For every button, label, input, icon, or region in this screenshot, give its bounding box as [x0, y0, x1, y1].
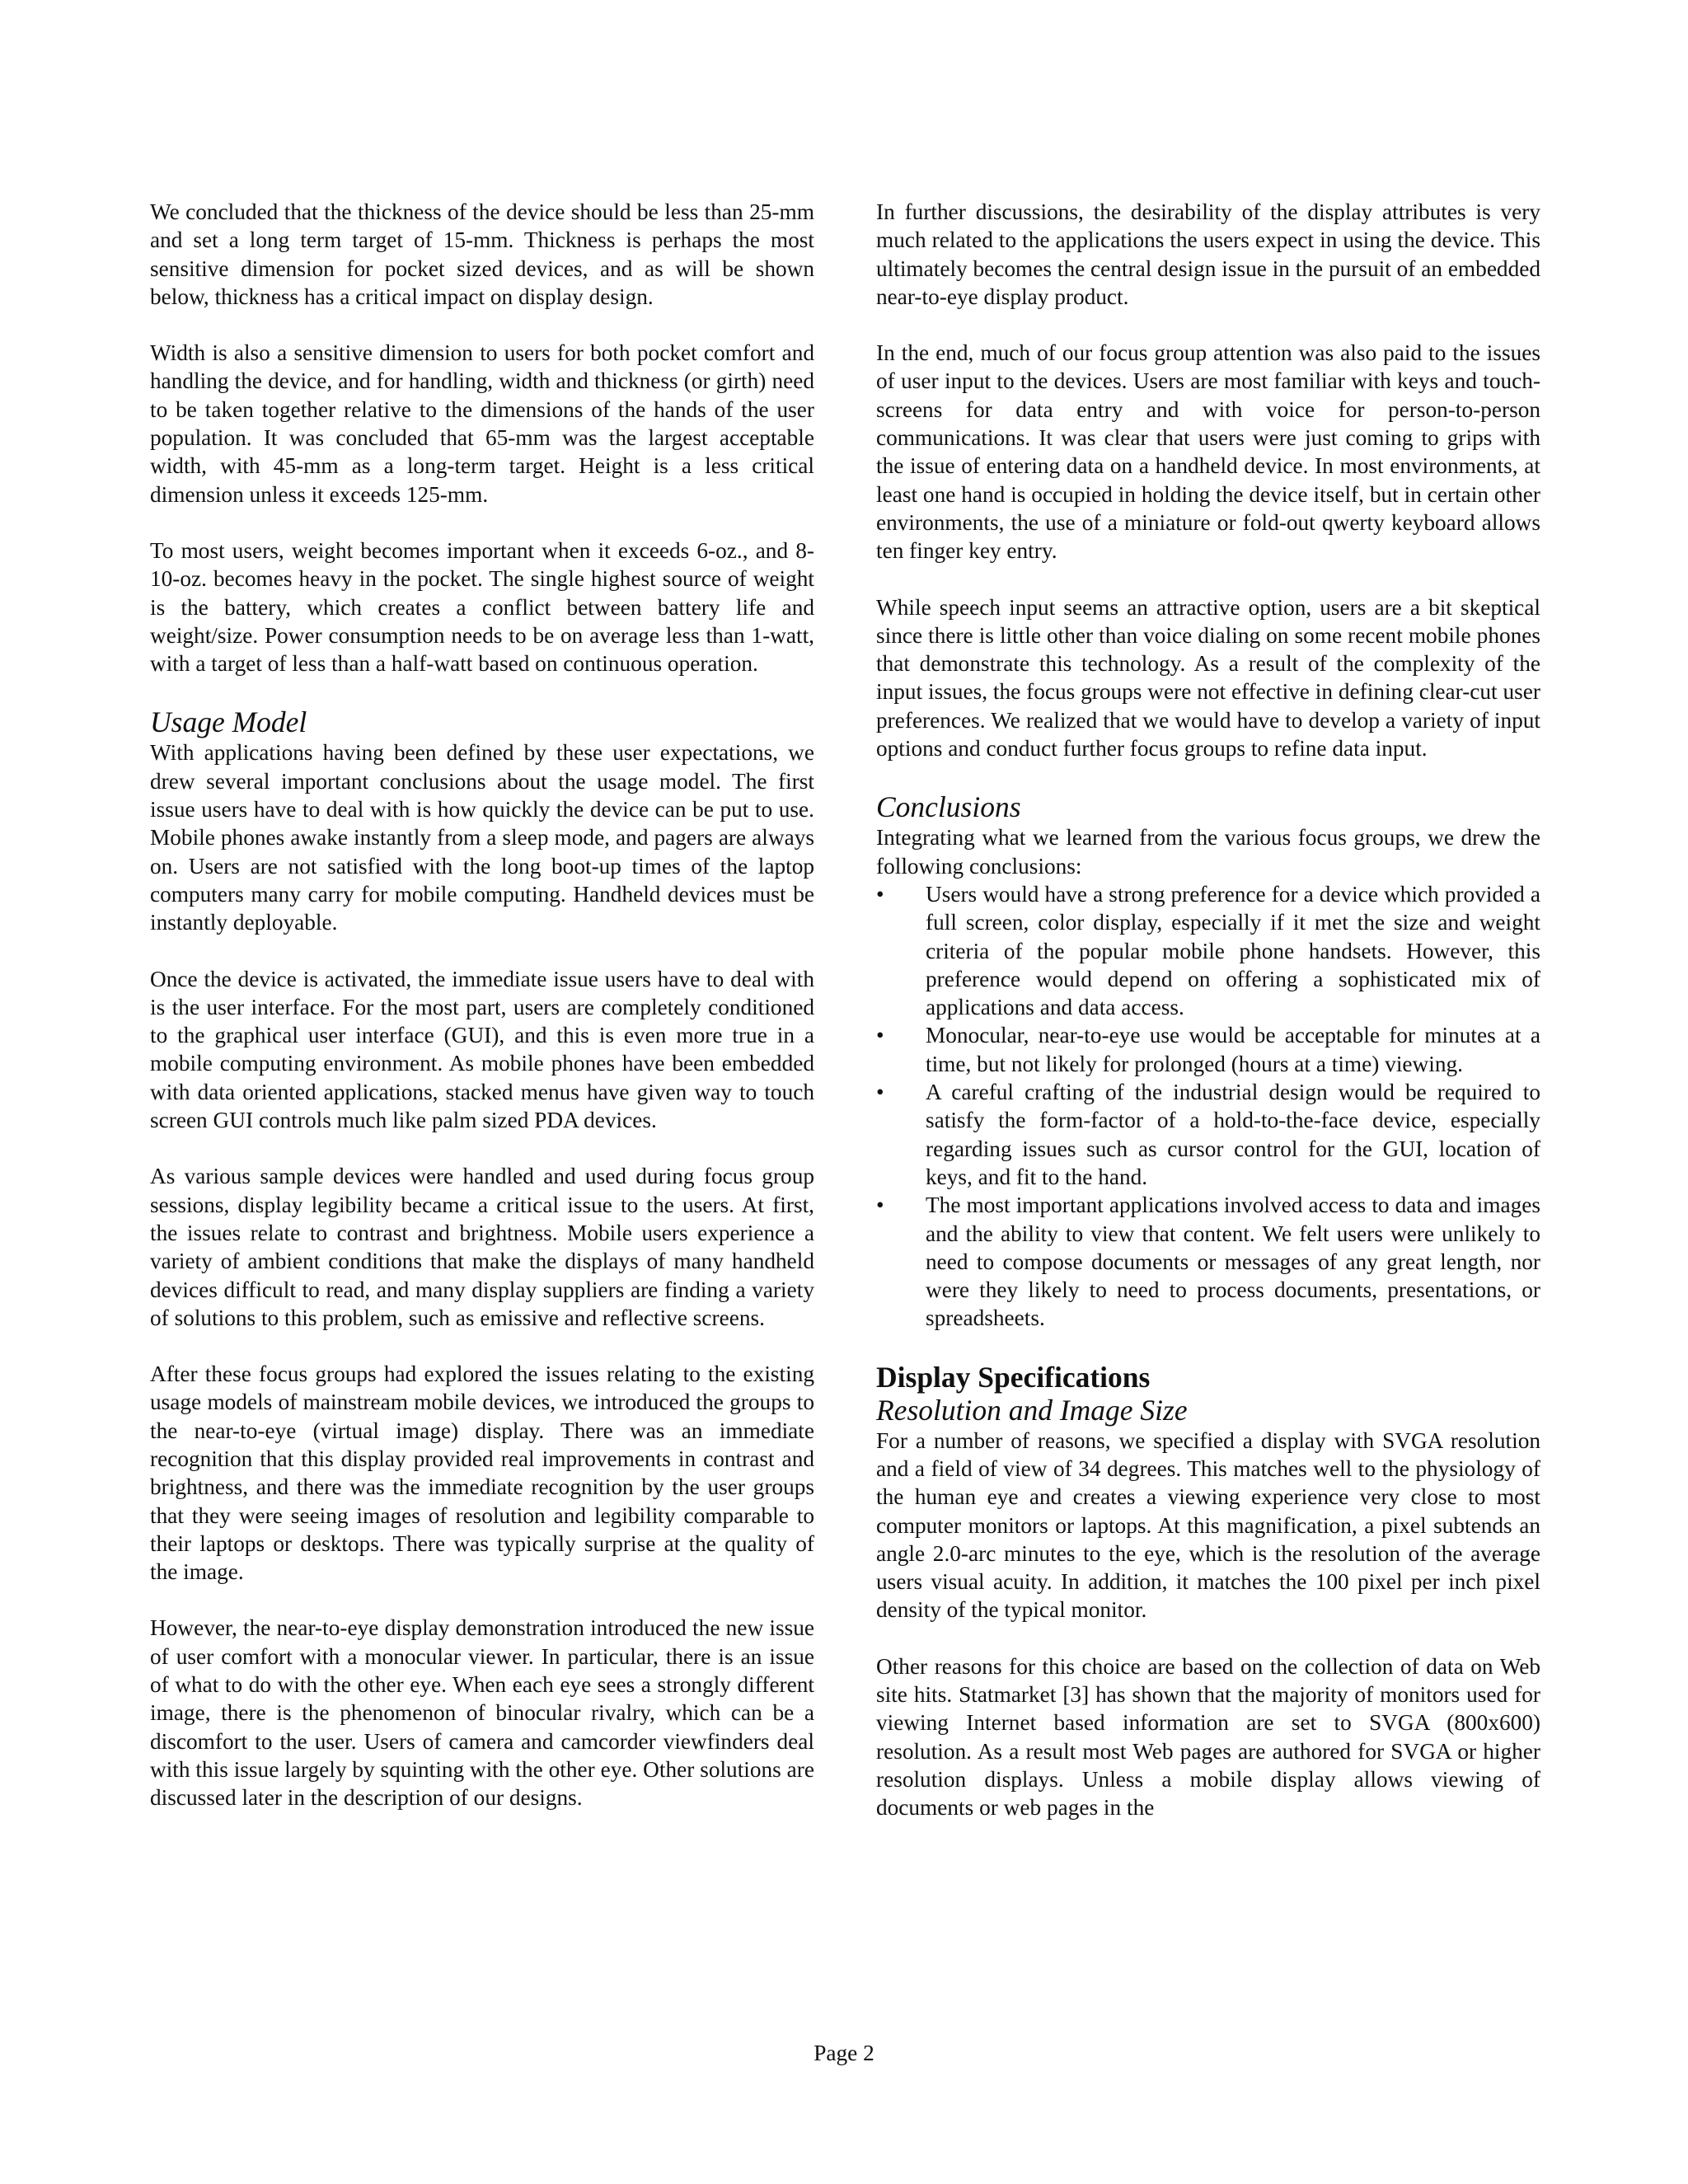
conclusions-list: [876, 880, 1540, 1333]
conclusions-intro: Integrating what we learned from the various focus groups, we drew the following conclusions:: [876, 825, 1540, 879]
list-item-text: Monocular, near-to-eye use would be acceptable for minutes at a time, but not likely for prolonged (hours at a time) viewing.: [926, 1023, 1540, 1076]
paragraph-display-attributes: In further discussions, the desirability of the display attributes is very much related to the applications the users expect in using the device. This ultimately becomes the central design issue in the pursuit of an embedded near-to-eye display product.: [876, 199, 1540, 309]
paragraph-display-legibility: As various sample devices were handled and used during focus group sessions, display legibility became a critical issue to the users. At first, the issues relate to contrast and brightness. Mobile users experience a variety of ambient conditions that make the displays of many handheld devices difficult to read, and many display suppliers are finding a variety of solutions to this problem, such as emissive and reflective screens.: [150, 1164, 814, 1330]
bullet-icon: •: [876, 1080, 884, 1105]
left-column: [150, 198, 814, 1812]
paragraph-svga-resolution: For a number of reasons, we specified a display with SVGA resolution and a field of view of 34 degrees. This matches well to the physiology of the human eye and creates a viewing experience very close to most computer monitors or laptops. At this magnification, a pixel subtends an angle 2.0-arc minutes to the eye, which is the resolution of the average users visual acuity. In addition, it matches the 100 pixel per inch pixel density of the typical monitor.: [876, 1427, 1540, 1623]
bullet-icon: •: [876, 1023, 884, 1048]
paragraph-speech-input: While speech input seems an attractive option, users are a bit skeptical since there is little other than voice dialing on some recent mobile phones that demonstrate this technology. As a result of the complexity of the input issues, the focus groups were not effective in defining clear-cut user preferences. We realized that we would have to develop a variety of input options and conduct further focus groups to refine data input.: [876, 594, 1540, 762]
paragraph-user-interface: Once the device is activated, the immediate issue users have to deal with is the user interface. For the most part, users are completely conditioned to the graphical user interface (GUI), and this is even more true in a mobile computing environment. As mobile phones have been embedded with data oriented applications, stacked menus have given way to touch screen GUI controls much like palm sized PDA devices.: [150, 966, 814, 1133]
conclusions-heading: Conclusions: [876, 790, 1021, 824]
list-item-text: Users would have a strong preference for a device which provided a full screen, color display, especially if it met the size and weight criteria of the popular mobile phone handsets. However, this preference would depend on offering a sophisticated mix of applications and data access.: [926, 881, 1540, 1020]
list-item-text: A careful crafting of the industrial design would be required to satisfy the form-factor of a hold-to-the-face device, especially regarding issues such as cursor control for the GUI, location of keys, and fit to the hand.: [926, 1080, 1540, 1189]
bullet-icon: •: [876, 1193, 884, 1218]
paragraph-thickness: We concluded that the thickness of the device should be less than 25-mm and set a long term target of 15-mm. Thickness is perhaps the most sensitive dimension for pocket sized devices, and as will be shown below, thickness has a critical impact on display design.: [150, 199, 814, 309]
paragraph-usage-model: With applications having been defined by these user expectations, we drew several important conclusions about the usage model. The first issue users have to deal with is how quickly the device can be put to use. Mobile phones awake instantly from a sleep mode, and pagers are always on. Users are not satisfied with the long boot-up times of the laptop computers many carry for mobile computing. Handheld devices must be instantly deployable.: [150, 740, 814, 935]
resolution-image-size-heading: Resolution and Image Size: [876, 1393, 1188, 1427]
paragraph-web-site-hits: Other reasons for this choice are based on the collection of data on Web site hits. Statmarket [3] has shown that the majority of monitors used for viewing Internet based information are set to SVGA (800x600) resolution. As a result most Web pages are authored for SVGA or higher resolution displays. Unless a mobile display allows viewing of documents or web pages in the: [876, 1653, 1540, 1821]
usage-model-heading: Usage Model: [150, 705, 307, 739]
paragraph-user-input: In the end, much of our focus group attention was also paid to the issues of user input to the devices. Users are most familiar with keys and touch-screens for data entry and with voice for person-to-person communications. It was clear that users were just coming to grips with the issue of entering data on a handheld device. In most environments, at least one hand is occupied in holding the device itself, but in certain other environments, the use of a miniature or fold-out qwerty keyboard allows ten finger key entry.: [876, 340, 1540, 564]
list-item: [876, 880, 1540, 1021]
paragraph-width: Width is also a sensitive dimension to users for both pocket comfort and handling the device, and for handling, width and thickness (or girth) need to be taken together relative to the dimensions of the hands of the user population. It was concluded that 65-mm was the largest acceptable width, with 45-mm as a long-term target. Height is a less critical dimension unless it exceeds 125-mm.: [150, 340, 814, 507]
list-item: [876, 1021, 1540, 1078]
paragraph-user-comfort: However, the near-to-eye display demonstration introduced the new issue of user comfort with a monocular viewer. In particular, there is an issue of what to do with the other eye. When each eye sees a strongly different image, there is the phenomenon of binocular rivalry, which can be a discomfort to the user. Users of camera and camcorder viewfinders deal with this issue largely by squinting with the other eye. Other solutions are discussed later in the description of our designs.: [150, 1615, 814, 1811]
paragraph-near-to-eye-intro: After these focus groups had explored the issues relating to the existing usage models of mainstream mobile devices, we introduced the groups to the near-to-eye (virtual image) display. There was an immediate recognition that this display provided real improvements in contrast and brightness, and there was the immediate recognition by the user groups that they were seeing images of resolution and legibility comparable to their laptops or desktops. There was typically surprise at the quality of the image.: [150, 1361, 814, 1585]
paragraph-weight: To most users, weight becomes important when it exceeds 6-oz., and 8-10-oz. becomes heavy in the pocket. The single highest source of weight is the battery, which creates a conflict between battery life and weight/size. Power consumption needs to be on average less than 1-watt, with a target of less than a half-watt based on continuous operation.: [150, 537, 814, 677]
bullet-icon: •: [876, 881, 884, 907]
list-item: [876, 1191, 1540, 1332]
page-number: Page 2: [814, 2041, 874, 2065]
list-item: [876, 1078, 1540, 1191]
display-specifications-heading: Display Specifications: [876, 1360, 1151, 1394]
right-column: [876, 198, 1540, 1822]
list-item-text: The most important applications involved access to data and images and the ability to view that content. We felt users were unlikely to need to compose documents or messages of any great length, nor were they likely to need to process documents, presentations, or spreadsheets.: [926, 1193, 1540, 1331]
